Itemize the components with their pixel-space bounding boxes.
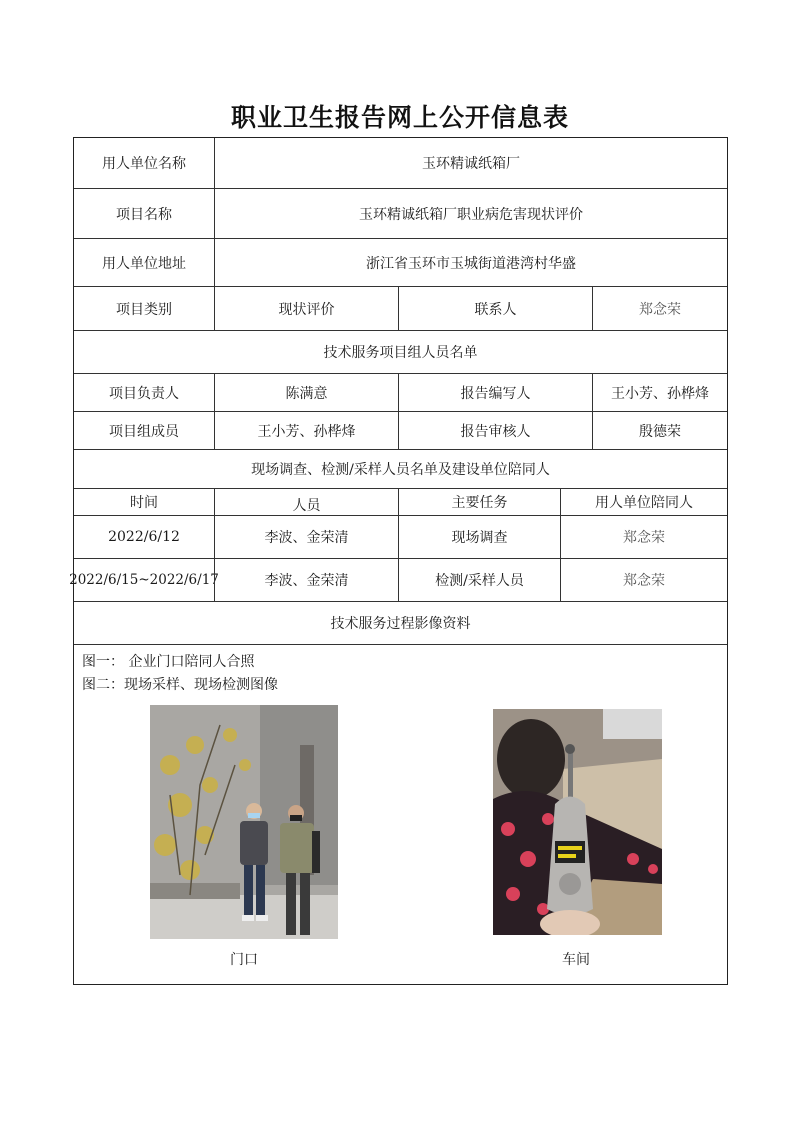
- info-table: [69, 137, 728, 985]
- report-writer-label: 报告编写人: [398, 374, 592, 411]
- survey-task: 检测/采样人员: [398, 559, 560, 601]
- survey-task: 现场调查: [398, 516, 560, 558]
- entrance-photo-image: [150, 705, 338, 939]
- image-notes: [82, 651, 278, 697]
- row-images-heading: [74, 601, 727, 644]
- row-team-2: [74, 411, 727, 449]
- row-team-heading: [74, 330, 727, 373]
- images-section-heading: 技术服务过程影像资料: [330, 616, 471, 632]
- report-reviewer-label: 报告审核人: [398, 412, 592, 449]
- contact-value: 郑念荣: [592, 287, 727, 330]
- survey-time: 2022/6/15~2022/6/17: [69, 572, 219, 588]
- image-note-2: 图二：现场采样、现场检测图像: [82, 677, 278, 693]
- team-section-heading: 技术服务项目组人员名单: [323, 345, 478, 361]
- survey-row: [69, 558, 727, 601]
- column-header-task: 主要任务: [398, 489, 560, 515]
- project-lead-value: 陈满意: [214, 374, 398, 411]
- report-writer-value: 王小芳、孙桦烽: [592, 374, 727, 411]
- contact-label: 联系人: [398, 287, 592, 330]
- report-reviewer-value: 殷德荣: [592, 412, 727, 449]
- workshop-photo: [493, 709, 662, 935]
- row-survey-columns: [74, 488, 727, 515]
- entrance-photo: [150, 705, 338, 939]
- column-header-people: 人员: [214, 489, 398, 515]
- workshop-photo-image: [493, 709, 662, 935]
- column-header-time: 时间: [130, 495, 158, 511]
- row-images: [74, 644, 727, 984]
- survey-people: 李波、金荣清: [214, 516, 398, 558]
- row-project-type: [74, 286, 727, 330]
- team-members-label: 项目组成员: [109, 423, 179, 440]
- survey-companion: 郑念荣: [560, 559, 727, 601]
- entrance-photo-caption: 门口: [230, 952, 258, 968]
- employer-address-label: 用人单位地址: [102, 255, 186, 272]
- row-survey-heading: [74, 449, 727, 488]
- row-employer-address: [74, 238, 727, 286]
- image-note-1: 图一： 企业门口陪同人合照: [82, 654, 255, 670]
- row-team-1: [74, 373, 727, 411]
- employer-address-value: 浙江省玉环市玉城街道港湾村华盛: [214, 239, 727, 286]
- row-project-name: [74, 188, 727, 238]
- project-name-label: 项目名称: [116, 206, 172, 223]
- column-header-companion: 用人单位陪同人: [560, 489, 727, 515]
- workshop-photo-caption: 车间: [562, 952, 590, 968]
- employer-name-value: 玉环精诚纸箱厂: [214, 138, 727, 188]
- employer-name-label: 用人单位名称: [102, 156, 186, 172]
- document-title: 职业卫生报告网上公开信息表: [230, 103, 569, 132]
- survey-time: 2022/6/12: [108, 529, 180, 545]
- project-lead-label: 项目负责人: [109, 385, 179, 402]
- survey-people: 李波、金荣清: [214, 559, 398, 601]
- survey-companion: 郑念荣: [560, 516, 727, 558]
- row-employer-name: [74, 138, 727, 188]
- project-type-value: 现状评价: [214, 287, 398, 330]
- project-type-label: 项目类别: [116, 301, 172, 318]
- survey-section-heading: 现场调查、检测/采样人员名单及建设单位陪同人: [251, 462, 550, 478]
- survey-row: [74, 515, 727, 558]
- project-name-value: 玉环精诚纸箱厂职业病危害现状评价: [214, 189, 727, 238]
- team-members-value: 王小芳、孙桦烽: [214, 412, 398, 449]
